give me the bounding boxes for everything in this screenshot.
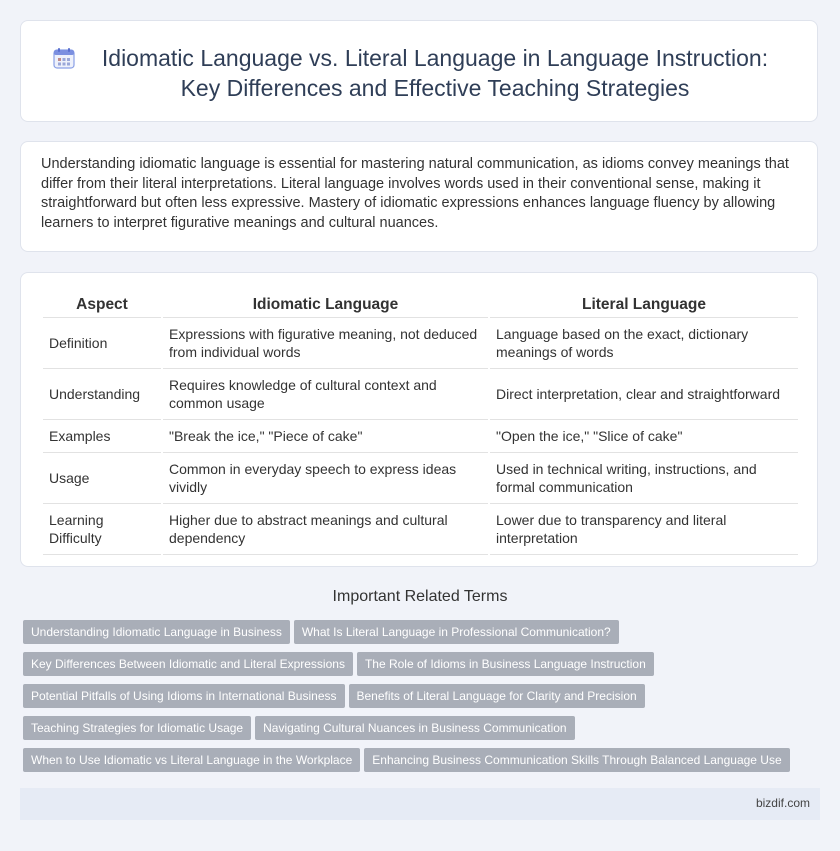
related-terms-title: Important Related Terms — [332, 588, 508, 605]
aspect-cell: Examples — [43, 420, 161, 453]
related-term-tag[interactable]: Understanding Idiomatic Language in Business — [23, 620, 290, 644]
related-term-tag[interactable]: Benefits of Literal Language for Clarity and Precision — [349, 684, 645, 708]
page-title: Idiomatic Language vs. Literal Language in Language Instruction: Key Differences and Effective Teaching Strategies — [101, 45, 769, 101]
comparison-card — [20, 272, 818, 567]
related-terms-list — [23, 620, 813, 780]
related-term-tag[interactable]: Navigating Cultural Nuances in Business Communication — [255, 716, 574, 740]
aspect-cell: Learning Difficulty — [43, 504, 161, 555]
related-term-tag[interactable]: Teaching Strategies for Idiomatic Usage — [23, 716, 251, 740]
literal-cell: Direct interpretation, clear and straightforward — [490, 369, 798, 420]
footer — [20, 788, 820, 820]
table-row — [43, 453, 798, 504]
header-card — [20, 20, 818, 122]
idiomatic-cell: Common in everyday speech to express ideas vividly — [163, 453, 488, 504]
related-term-tag[interactable]: When to Use Idiomatic vs Literal Language in the Workplace — [23, 748, 360, 772]
related-term-tag[interactable]: The Role of Idioms in Business Language Instruction — [357, 652, 654, 676]
column-header-aspect: Aspect — [43, 293, 161, 318]
related-term-tag[interactable]: Enhancing Business Communication Skills Through Balanced Language Use — [364, 748, 789, 772]
table-row — [43, 318, 798, 369]
related-term-tag[interactable]: Potential Pitfalls of Using Idioms in International Business — [23, 684, 345, 708]
idiomatic-cell: "Break the ice," "Piece of cake" — [163, 420, 488, 453]
column-header-idiomatic: Idiomatic Language — [163, 293, 488, 318]
column-header-literal: Literal Language — [490, 293, 798, 318]
intro-card — [20, 141, 818, 252]
literal-cell: Language based on the exact, dictionary meanings of words — [490, 318, 798, 369]
table-row — [43, 420, 798, 453]
comparison-table — [41, 293, 800, 555]
table-row — [43, 504, 798, 555]
idiomatic-cell: Higher due to abstract meanings and cultural dependency — [163, 504, 488, 555]
footer-brand[interactable]: bizdif.com — [755, 796, 810, 810]
aspect-cell: Understanding — [43, 369, 161, 420]
literal-cell: "Open the ice," "Slice of cake" — [490, 420, 798, 453]
literal-cell: Used in technical writing, instructions, and formal communication — [490, 453, 798, 504]
table-row — [43, 369, 798, 420]
idiomatic-cell: Requires knowledge of cultural context and common usage — [163, 369, 488, 420]
aspect-cell: Definition — [43, 318, 161, 369]
intro-text: Understanding idiomatic language is essential for mastering natural communication, as idioms convey meanings that differ from their literal interpretations. Literal language involves words used in their conventional sense, making it straightforward but often less expressive. Mastery of idiomatic expressions enhances language fluency by allowing learners to interpret figurative meanings and cultural nuances. — [41, 156, 789, 231]
aspect-cell: Usage — [43, 453, 161, 504]
related-term-tag[interactable]: Key Differences Between Idiomatic and Literal Expressions — [23, 652, 353, 676]
related-term-tag[interactable]: What Is Literal Language in Professional Communication? — [294, 620, 619, 644]
literal-cell: Lower due to transparency and literal interpretation — [490, 504, 798, 555]
idiomatic-cell: Expressions with figurative meaning, not deduced from individual words — [163, 318, 488, 369]
table-header-row — [43, 293, 798, 318]
